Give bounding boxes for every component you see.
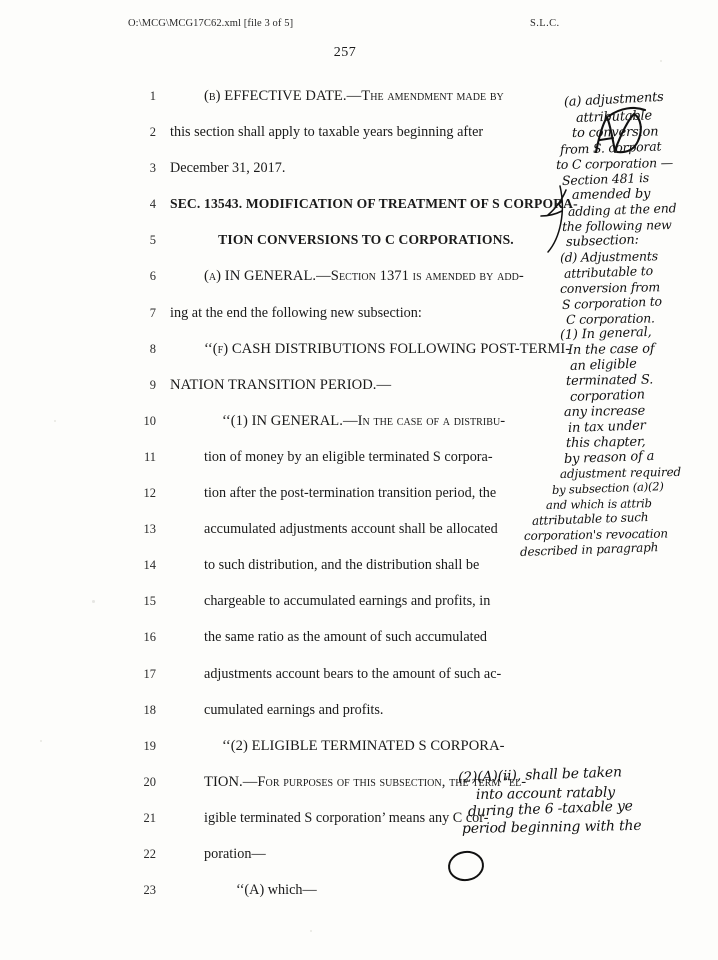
annotation-line: Section 481 is <box>561 169 650 188</box>
body-line: tion after the post-termination transition period, the <box>204 485 497 502</box>
page-number: 257 <box>333 45 357 60</box>
line-number: 6 <box>149 269 156 284</box>
body-line: ‘‘(A) which— <box>236 882 317 899</box>
body-line: the same ratio as the amount of such accumulated <box>204 629 488 646</box>
annotation-line: in tax under <box>567 417 646 436</box>
line-number: 12 <box>143 486 156 501</box>
scan-speckle <box>92 600 95 603</box>
annotation-line: this chapter, <box>565 434 646 451</box>
annotation-line: subsection: <box>565 231 639 250</box>
body-line: accumulated adjustments account shall be allocated <box>204 521 498 538</box>
line-number: 10 <box>143 413 156 428</box>
header-file-path: O:\MCG\MCG17C62.xml [file 3 of 5] <box>128 18 294 29</box>
line-number: 7 <box>149 305 156 320</box>
annotation-line: corporation <box>569 386 646 405</box>
annotation-line: terminated S. <box>565 372 654 389</box>
annotation-line: conversion from <box>559 279 661 296</box>
margin-annotation-bottom <box>452 764 718 838</box>
body-line: (a) IN GENERAL.—Section 1371 is amended by add- <box>204 268 524 285</box>
annotation-line: corporation's revocation <box>523 526 668 543</box>
body-line: chargeable to accumulated earnings and profits, in <box>204 593 491 610</box>
line-number: 16 <box>143 630 156 645</box>
body-line: ‘‘(f) CASH DISTRIBUTIONS FOLLOWING POST-TERMI- <box>204 340 571 357</box>
line-number: 5 <box>149 233 156 248</box>
line-number: 18 <box>143 702 156 717</box>
section-heading: TION CONVERSIONS TO C CORPORATIONS. <box>218 232 514 248</box>
line-number: 4 <box>149 197 156 212</box>
annotation-line: attributable to such <box>531 509 649 528</box>
line-number: 19 <box>143 738 156 753</box>
annotation-line: (d) Adjustments <box>559 248 658 265</box>
annotation-line: to C corporation — <box>555 154 674 172</box>
annotation-line: (2)(A)(ii), shall be taken <box>457 764 623 786</box>
annotation-line: period beginning with the <box>461 817 642 837</box>
annotation-line: and which is attrib <box>545 496 652 512</box>
annotation-line: C corporation. <box>565 310 655 327</box>
annotation-line: attributable <box>575 107 653 126</box>
line-number: 3 <box>149 161 156 176</box>
scan-speckle <box>54 420 56 422</box>
annotation-line: from S. corporat <box>559 137 662 157</box>
line-number: 23 <box>143 883 156 898</box>
annotation-line: In the case of <box>567 341 655 358</box>
scan-speckle <box>40 740 42 742</box>
line-number: 21 <box>143 810 156 825</box>
body-line: ‘‘(1) IN GENERAL.—In the case of a distribu- <box>222 412 506 429</box>
annotation-line: adding at the end <box>567 199 677 219</box>
line-number: 13 <box>143 522 156 537</box>
line-number: 22 <box>143 846 156 861</box>
annotation-line: (a) adjustments <box>563 89 664 110</box>
line-number: 15 <box>143 594 156 609</box>
annotation-line: an eligible <box>569 356 637 374</box>
section-heading: SEC. 13543. MODIFICATION OF TREATMENT OF S CORPORA- <box>170 196 578 212</box>
annotation-line: S corporation to <box>561 293 663 312</box>
annotation-line: attributable to <box>563 262 654 281</box>
margin-annotation-right <box>519 89 718 560</box>
line-number: 1 <box>149 89 156 103</box>
body-line: poration— <box>204 845 266 862</box>
body-line: cumulated earnings and profits. <box>204 701 384 718</box>
line-number: 11 <box>143 449 156 464</box>
line-number: 14 <box>143 558 156 573</box>
body-line: ‘‘(2) ELIGIBLE TERMINATED S CORPORA- <box>222 737 505 754</box>
body-line: TION.—For purposes of this subsection, the term ‘el- <box>204 773 527 790</box>
line-number: 20 <box>143 774 156 789</box>
annotation-line: during the 6 -taxable ye <box>467 798 633 820</box>
body-line: December 31, 2017. <box>170 160 286 177</box>
header-slc-label: S.L.C. <box>530 18 560 29</box>
body-line: adjustments account bears to the amount of such ac- <box>204 665 502 682</box>
annotation-line: to conversion <box>571 124 659 141</box>
line-number: 2 <box>149 125 156 140</box>
body-line: to such distribution, and the distribution shall be <box>204 557 480 574</box>
body-line: tion of money by an eligible terminated S corpora- <box>204 448 493 465</box>
line-number-column <box>128 78 156 908</box>
body-line: ing at the end the following new subsection: <box>170 304 422 321</box>
line-number: 8 <box>149 341 156 356</box>
annotation-line: into account ratably <box>475 784 616 803</box>
annotation-line: (1) In general, <box>559 324 652 343</box>
line-number: 17 <box>143 666 156 681</box>
scan-speckle <box>660 60 662 62</box>
page-header <box>0 18 718 34</box>
scan-speckle <box>310 930 312 932</box>
line-number: 9 <box>149 377 156 392</box>
annotation-line: by reason of a <box>563 448 655 467</box>
annotation-line: amended by <box>571 186 651 203</box>
annotation-line: described in paragraph <box>519 539 659 559</box>
annotation-line: any increase <box>563 403 646 420</box>
body-line: igible terminated S corporation’ means any C cor- <box>204 809 489 826</box>
body-line: NATION TRANSITION PERIOD.— <box>170 376 392 393</box>
body-line: this section shall apply to taxable years beginning after <box>170 124 484 141</box>
annotation-line: the following new <box>561 217 672 234</box>
annotation-line: by subsection (a)(2) <box>551 478 664 497</box>
body-line: (b) EFFECTIVE DATE.—The amendment made by <box>204 88 504 104</box>
annotation-line: adjustment required <box>559 464 682 481</box>
